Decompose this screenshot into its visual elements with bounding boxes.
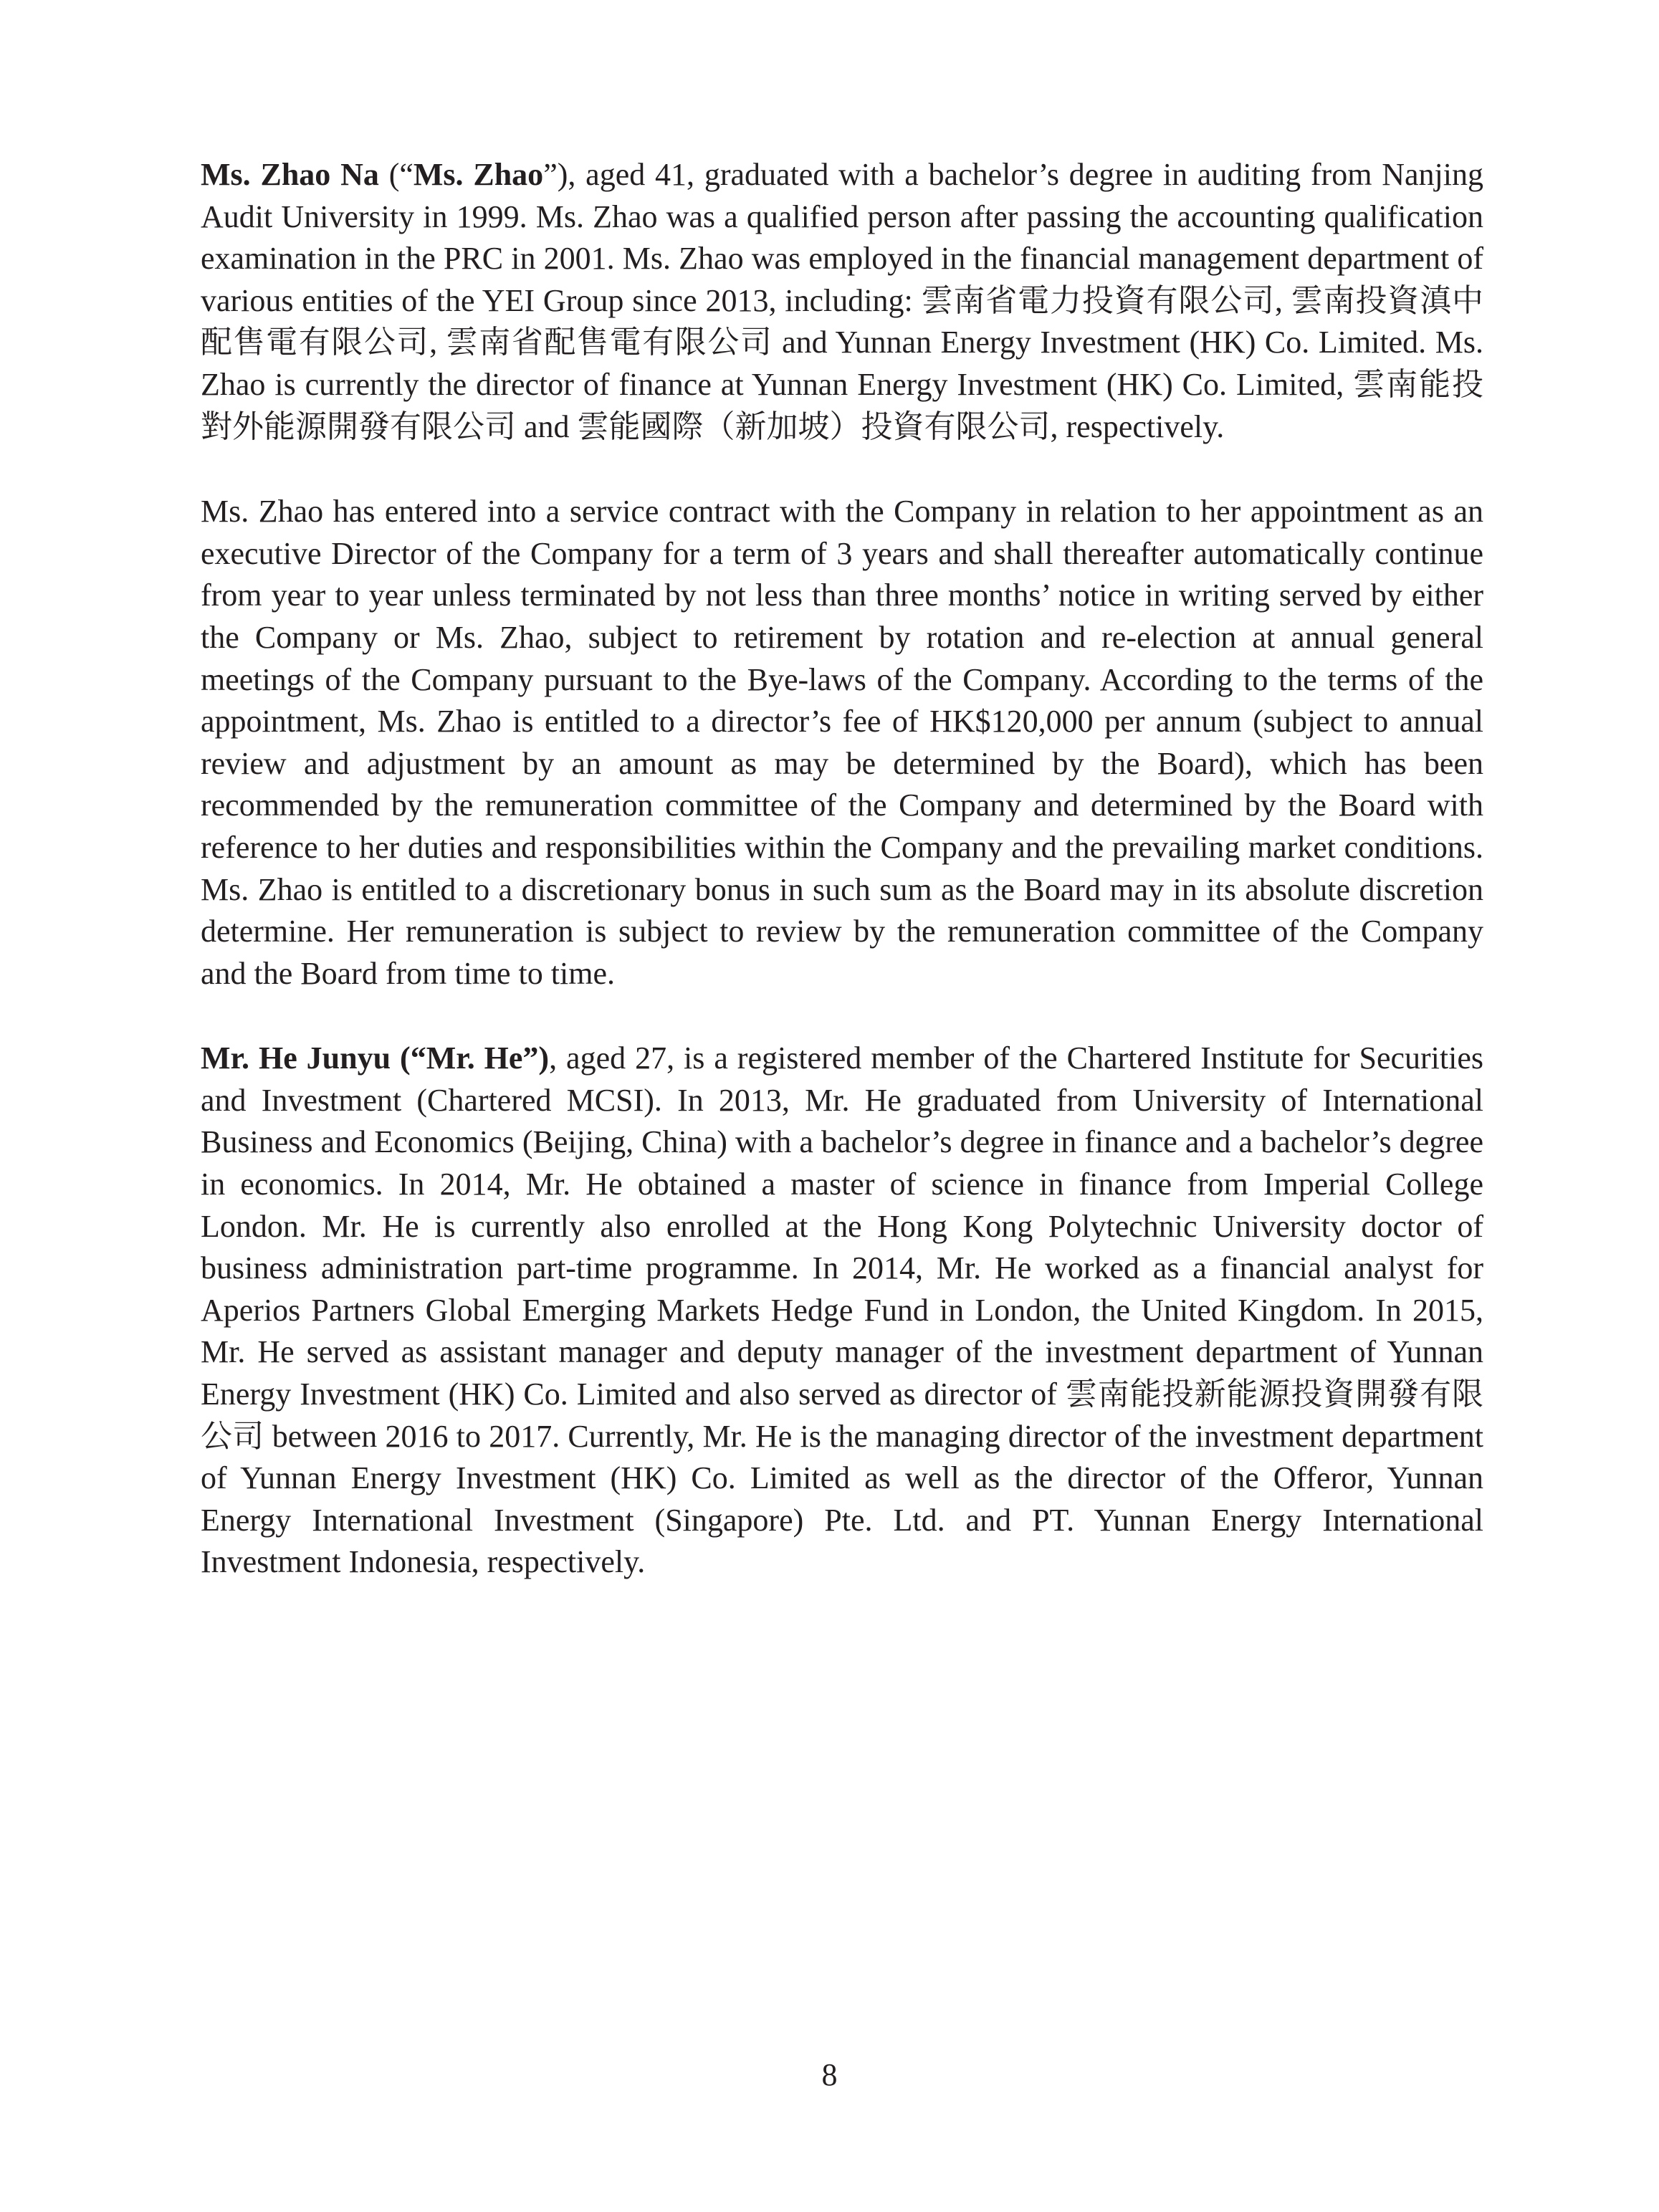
person-name-bold: Mr. He Junyu (“Mr. He”): [201, 1040, 550, 1076]
document-body: [201, 154, 1483, 1627]
paragraph-zhao-bio: [201, 154, 1483, 448]
page-number: 8: [821, 2057, 838, 2092]
paragraph-text: ”), aged 41, graduated with a bachelor’s degree in auditing from Nanjing Audit University in 1999. Ms. Zhao was a qualified person after passing the accounting qualification examination in the PRC in 2001. Ms. Zhao was employed in the financial management department of various entities of the YEI Group since 2013, including: 雲南省電力投資有限公司, 雲南投資滇中配售電有限公司, 雲南省配售電有限公司 and Yunnan Energy Investment (HK) Co. Limited. Ms. Zhao is currently the director of finance at Yunnan Energy Investment (HK) Co. Limited, 雲南能投對外能源開發有限公司 and 雲能國際（新加坡）投資有限公司, respectively.: [201, 157, 1484, 444]
paragraph-text: , aged 27, is a registered member of the Chartered Institute for Securities and Investment (Chartered MCSI). In 2013, Mr. He graduated from University of International Business and Economics (Beijing, China) with a bachelor’s degree in finance and a bachelor’s degree in economics. In 2014, Mr. He obtained a master of science in finance from Imperial College London. Mr. He is currently also enrolled at the Hong Kong Polytechnic University doctor of business administration part-time programme. In 2014, Mr. He worked as a financial analyst for Aperios Partners Global Emerging Markets Hedge Fund in London, the United Kingdom. In 2015, Mr. He served as assistant manager and deputy manager of the investment department of Yunnan Energy Investment (HK) Co. Limited and also served as director of 雲南能投新能源投資開發有限公司 between 2016 to 2017. Currently, Mr. He is the managing director of the investment department of Yunnan Energy Investment (HK) Co. Limited as well as the director of the Offeror, Yunnan Energy International Investment (Singapore) Pte. Ltd. and PT. Yunnan Energy International Investment Indonesia, respectively.: [201, 1040, 1484, 1580]
paragraph-text: (“: [378, 157, 413, 192]
paragraph-he-bio: [201, 1038, 1483, 1584]
person-short-name-bold: Ms. Zhao: [413, 157, 544, 192]
person-name-bold: Ms. Zhao Na: [201, 157, 379, 192]
paragraph-text: Ms. Zhao has entered into a service contract with the Company in relation to her appointment as an executive Director of the Company for a term of 3 years and shall thereafter automatically continue from year to year unless terminated by not less than three months’ notice in writing served by either the Company or Ms. Zhao, subject to retirement by rotation and re-election at annual general meetings of the Company pursuant to the Bye-laws of the Company. According to the terms of the appointment, Ms. Zhao is entitled to a director’s fee of HK$120,000 per annum (subject to annual review and adjustment by an amount as may be determined by the Board), which has been recommended by the remuneration committee of the Company and determined by the Board with reference to her duties and responsibilities within the Company and the prevailing market conditions. Ms. Zhao is entitled to a discretionary bonus in such sum as the Board may in its absolute discretion determine. Her remuneration is subject to review by the remuneration committee of the Company and the Board from time to time.: [201, 494, 1483, 991]
paragraph-zhao-contract: [201, 491, 1483, 995]
